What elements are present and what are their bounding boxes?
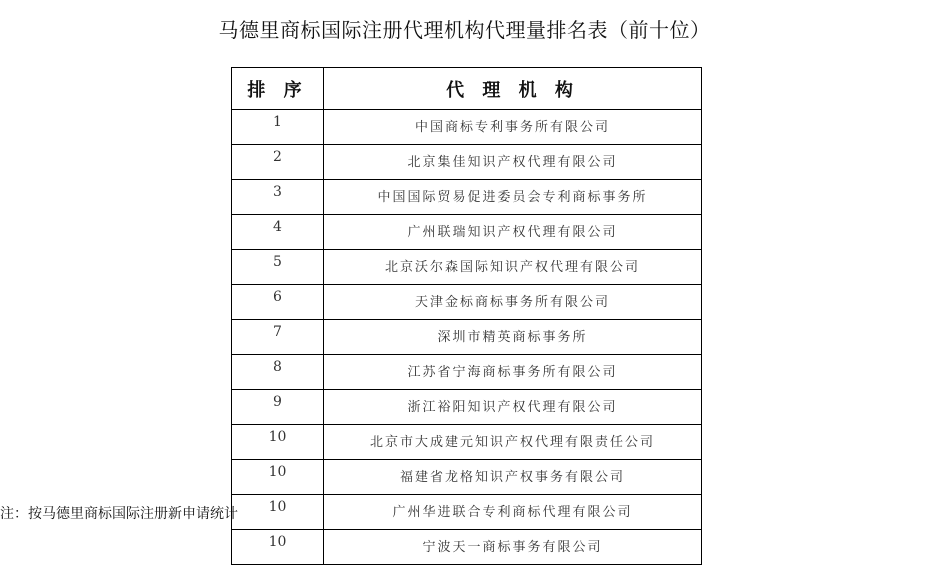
rank-cell: 10 xyxy=(232,425,324,460)
agency-cell: 福建省龙格知识产权事务有限公司 xyxy=(324,460,702,495)
table-header-row xyxy=(232,68,702,110)
ranking-table xyxy=(231,67,702,565)
agency-cell: 天津金标商标事务所有限公司 xyxy=(324,285,702,320)
rank-cell: 5 xyxy=(232,250,324,285)
table-row xyxy=(232,460,702,495)
agency-cell: 北京集佳知识产权代理有限公司 xyxy=(324,145,702,180)
table-row xyxy=(232,320,702,355)
agency-cell: 深圳市精英商标事务所 xyxy=(324,320,702,355)
table-row xyxy=(232,390,702,425)
table-row xyxy=(232,180,702,215)
table-row xyxy=(232,250,702,285)
table-row xyxy=(232,355,702,390)
rank-cell: 10 xyxy=(232,495,324,530)
agency-cell: 浙江裕阳知识产权代理有限公司 xyxy=(324,390,702,425)
page-title: 马德里商标国际注册代理机构代理量排名表（前十位） xyxy=(218,18,711,42)
rank-cell: 9 xyxy=(232,390,324,425)
header-agency: 代 理 机 构 xyxy=(324,68,702,110)
rank-cell: 10 xyxy=(232,460,324,495)
agency-cell: 中国国际贸易促进委员会专利商标事务所 xyxy=(324,180,702,215)
table-row xyxy=(232,145,702,180)
agency-cell: 宁波天一商标事务有限公司 xyxy=(324,530,702,565)
rank-cell: 4 xyxy=(232,215,324,250)
header-rank: 排 序 xyxy=(232,68,324,110)
agency-cell: 广州联瑞知识产权代理有限公司 xyxy=(324,215,702,250)
table-row xyxy=(232,110,702,145)
agency-cell: 北京沃尔森国际知识产权代理有限公司 xyxy=(324,250,702,285)
rank-cell: 1 xyxy=(232,110,324,145)
rank-cell: 2 xyxy=(232,145,324,180)
agency-cell: 江苏省宁海商标事务所有限公司 xyxy=(324,355,702,390)
table-row xyxy=(232,215,702,250)
table-row xyxy=(232,425,702,460)
agency-cell: 中国商标专利事务所有限公司 xyxy=(324,110,702,145)
rank-cell: 3 xyxy=(232,180,324,215)
footnote: 注：按马德里商标国际注册新申请统计 xyxy=(0,506,238,522)
rank-cell: 10 xyxy=(232,530,324,565)
agency-cell: 北京市大成建元知识产权代理有限责任公司 xyxy=(324,425,702,460)
rank-cell: 8 xyxy=(232,355,324,390)
table-row xyxy=(232,530,702,565)
rank-cell: 7 xyxy=(232,320,324,355)
rank-cell: 6 xyxy=(232,285,324,320)
agency-cell: 广州华进联合专利商标代理有限公司 xyxy=(324,495,702,530)
table-row xyxy=(232,285,702,320)
table-row xyxy=(232,495,702,530)
